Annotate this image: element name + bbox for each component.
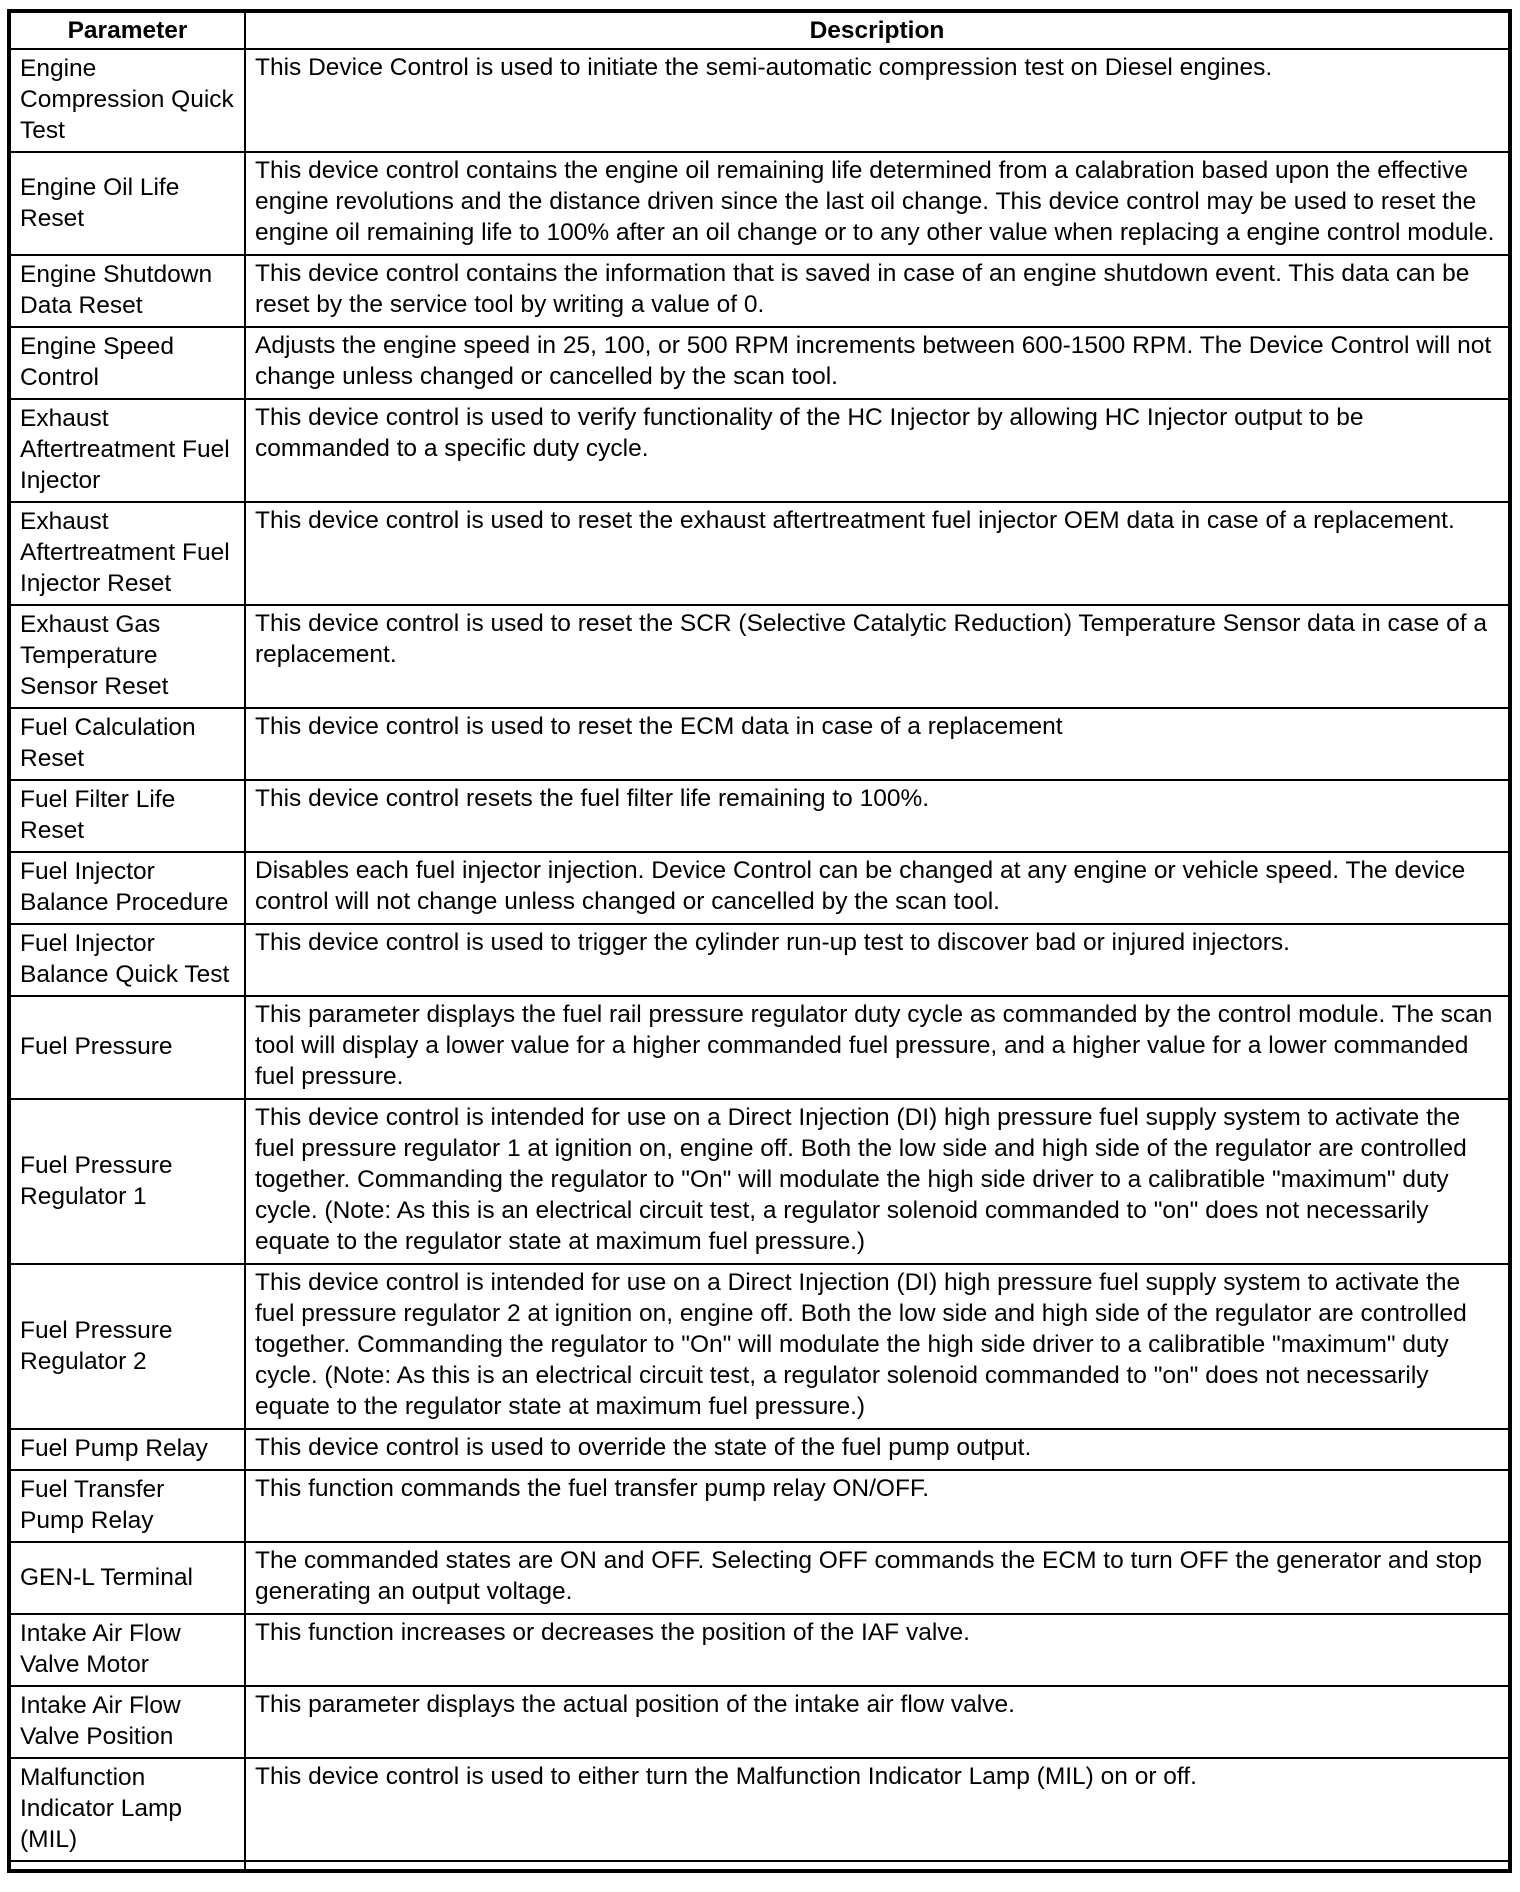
parameter-cell: Fuel Calculation Reset xyxy=(9,708,245,780)
partial-parameter-cell xyxy=(9,1861,245,1871)
table-row xyxy=(9,924,1510,996)
table-row xyxy=(9,996,1510,1099)
parameter-cell: Fuel Transfer Pump Relay xyxy=(9,1470,245,1542)
description-cell: This device control resets the fuel filter life remaining to 100%. xyxy=(245,780,1510,852)
parameter-description-table xyxy=(7,9,1512,1873)
table-row xyxy=(9,399,1510,502)
parameter-cell: Engine Compression Quick Test xyxy=(9,49,245,152)
parameter-cell: Fuel Injector Balance Procedure xyxy=(9,852,245,924)
table-row xyxy=(9,1542,1510,1614)
parameter-cell: Fuel Pressure xyxy=(9,996,245,1099)
table-row xyxy=(9,1614,1510,1686)
parameter-cell: Malfunction Indicator Lamp (MIL) xyxy=(9,1758,245,1861)
description-cell: This device control is used to override the state of the fuel pump output. xyxy=(245,1429,1510,1470)
description-cell: This parameter displays the actual position of the intake air flow valve. xyxy=(245,1686,1510,1758)
table-row xyxy=(9,327,1510,399)
table-row xyxy=(9,780,1510,852)
parameter-cell: Fuel Injector Balance Quick Test xyxy=(9,924,245,996)
description-cell: This device control is used to reset the ECM data in case of a replacement xyxy=(245,708,1510,780)
description-cell: This device control is used to reset the SCR (Selective Catalytic Reduction) Temperature Sensor data in case of a replacement. xyxy=(245,605,1510,708)
description-cell: This function increases or decreases the position of the IAF valve. xyxy=(245,1614,1510,1686)
table-row xyxy=(9,49,1510,152)
table-row xyxy=(9,255,1510,327)
description-cell: Adjusts the engine speed in 25, 100, or 500 RPM increments between 600-1500 RPM. The Device Control will not change unless changed or cancelled by the scan tool. xyxy=(245,327,1510,399)
parameter-cell: Engine Speed Control xyxy=(9,327,245,399)
table-row xyxy=(9,1758,1510,1861)
table-row xyxy=(9,708,1510,780)
description-cell: This device control is used to trigger the cylinder run-up test to discover bad or injured injectors. xyxy=(245,924,1510,996)
description-cell: This device control contains the information that is saved in case of an engine shutdown event. This data can be reset by the service tool by writing a value of 0. xyxy=(245,255,1510,327)
column-header-description: Description xyxy=(245,11,1510,49)
description-cell: This Device Control is used to initiate the semi-automatic compression test on Diesel engines. xyxy=(245,49,1510,152)
description-cell: The commanded states are ON and OFF. Selecting OFF commands the ECM to turn OFF the generator and stop generating an output voltage. xyxy=(245,1542,1510,1614)
partial-row xyxy=(9,1861,1510,1871)
parameter-cell: Fuel Pressure Regulator 1 xyxy=(9,1099,245,1264)
description-cell: This device control is intended for use on a Direct Injection (DI) high pressure fuel supply system to activate the fuel pressure regulator 2 at ignition on, engine off. Both the low side and high side of the regulator are controlled together. Commanding the regulator to "On" will modulate the high side driver to a calibratible "maximum" duty cycle. (Note: As this is an electrical circuit test, a regulator solenoid commanded to "on" does not necessarily equate to the regulator state at maximum fuel pressure.) xyxy=(245,1264,1510,1429)
parameter-cell: Fuel Filter Life Reset xyxy=(9,780,245,852)
parameter-cell: Engine Shutdown Data Reset xyxy=(9,255,245,327)
table-row xyxy=(9,852,1510,924)
parameter-cell: Exhaust Aftertreatment Fuel Injector xyxy=(9,399,245,502)
description-cell: This function commands the fuel transfer pump relay ON/OFF. xyxy=(245,1470,1510,1542)
partial-description-cell xyxy=(245,1861,1510,1871)
table-row xyxy=(9,1264,1510,1429)
header-row xyxy=(9,11,1510,49)
parameter-cell: Engine Oil Life Reset xyxy=(9,152,245,255)
parameter-cell: Intake Air Flow Valve Motor xyxy=(9,1614,245,1686)
table-row xyxy=(9,1429,1510,1470)
column-header-parameter: Parameter xyxy=(9,11,245,49)
parameter-cell: Fuel Pressure Regulator 2 xyxy=(9,1264,245,1429)
parameter-cell: Exhaust Gas Temperature Sensor Reset xyxy=(9,605,245,708)
description-cell: This device control contains the engine oil remaining life determined from a calabration based upon the effective engine revolutions and the distance driven since the last oil change. This device control may be used to reset the engine oil remaining life to 100% after an oil change or to any other value when replacing a engine control module. xyxy=(245,152,1510,255)
table-row xyxy=(9,1470,1510,1542)
table-body xyxy=(9,49,1510,1871)
description-cell: This device control is used to verify functionality of the HC Injector by allowing HC Injector output to be commanded to a specific duty cycle. xyxy=(245,399,1510,502)
parameter-cell: Intake Air Flow Valve Position xyxy=(9,1686,245,1758)
description-cell: This device control is intended for use on a Direct Injection (DI) high pressure fuel supply system to activate the fuel pressure regulator 1 at ignition on, engine off. Both the low side and high side of the regulator are controlled together. Commanding the regulator to "On" will modulate the high side driver to a calibratible "maximum" duty cycle. (Note: As this is an electrical circuit test, a regulator solenoid commanded to "on" does not necessarily equate to the regulator state at maximum fuel pressure.) xyxy=(245,1099,1510,1264)
parameter-cell: GEN-L Terminal xyxy=(9,1542,245,1614)
parameter-cell: Fuel Pump Relay xyxy=(9,1429,245,1470)
table-row xyxy=(9,1686,1510,1758)
description-cell: This device control is used to reset the exhaust aftertreatment fuel injector OEM data in case of a replacement. xyxy=(245,502,1510,605)
parameter-cell: Exhaust Aftertreatment Fuel Injector Reset xyxy=(9,502,245,605)
description-cell: This parameter displays the fuel rail pressure regulator duty cycle as commanded by the control module. The scan tool will display a lower value for a higher commanded fuel pressure, and a higher value for a lower commanded fuel pressure. xyxy=(245,996,1510,1099)
table-row xyxy=(9,605,1510,708)
table-row xyxy=(9,152,1510,255)
description-cell: Disables each fuel injector injection. Device Control can be changed at any engine or vehicle speed. The device control will not change unless changed or cancelled by the scan tool. xyxy=(245,852,1510,924)
table-row xyxy=(9,1099,1510,1264)
description-cell: This device control is used to either turn the Malfunction Indicator Lamp (MIL) on or off. xyxy=(245,1758,1510,1861)
table-row xyxy=(9,502,1510,605)
